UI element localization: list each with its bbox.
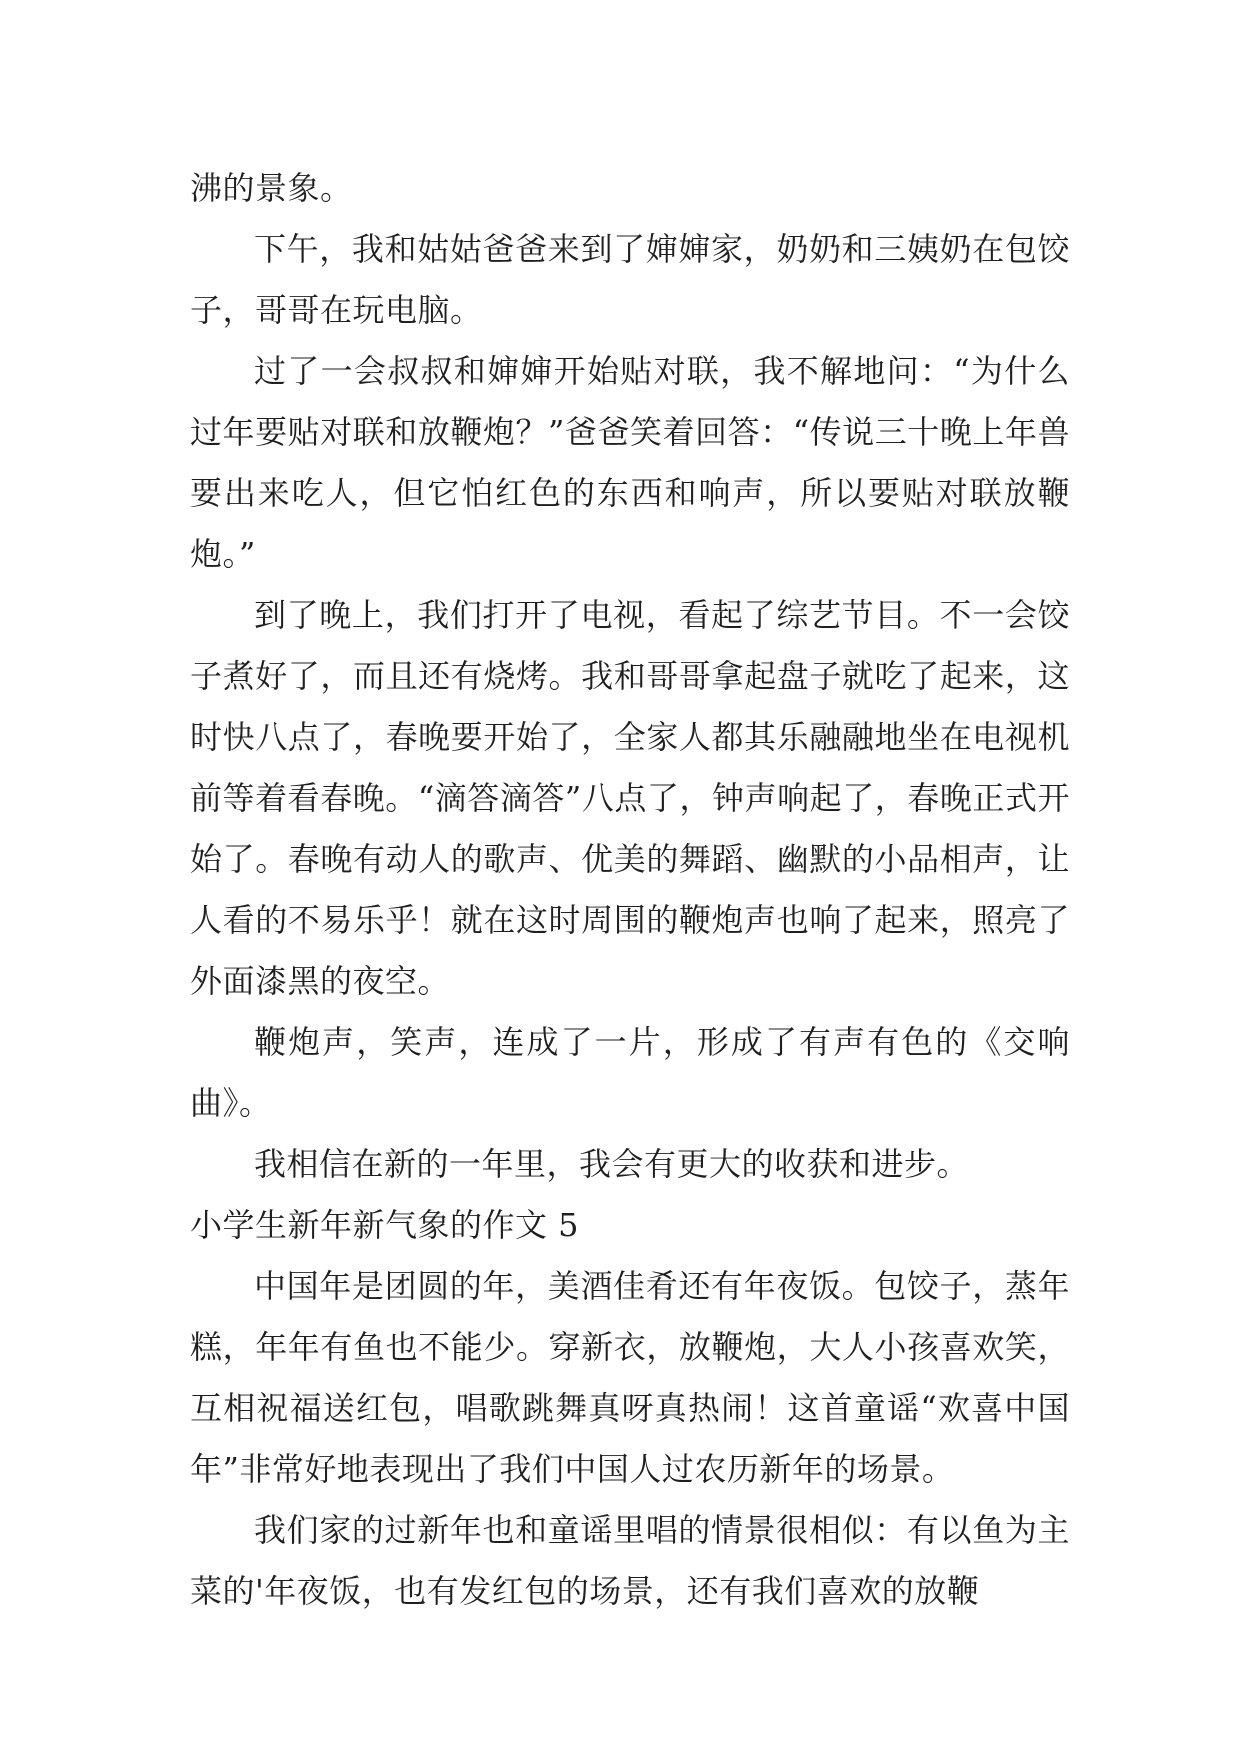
- paragraph: 下午，我和姑姑爸爸来到了婶婶家，奶奶和三姨奶在包饺子，哥哥在玩电脑。: [190, 230, 1070, 329]
- section-heading: 小学生新年新气象的作文 5: [190, 1206, 580, 1244]
- paragraph: 我相信在新的一年里，我会有更大的收获和进步。: [254, 1145, 970, 1183]
- essay-text: [190, 158, 1070, 1622]
- paragraph: 过了一会叔叔和婶婶开始贴对联，我不解地问：“为什么过年要贴对联和放鞭炮？”爸爸笑着回答：“传说三十晚上年兽要出来吃人，但它怕红色的东西和响声，所以要贴对联放鞭炮。”: [190, 352, 1070, 573]
- paragraph: 到了晚上，我们打开了电视，看起了综艺节目。不一会饺子煮好了，而且还有烧烤。我和哥哥拿起盘子就吃了起来，这时快八点了，春晚要开始了，全家人都其乐融融地坐在电视机前等着看春晚。“滴答滴答”八点了，钟声响起了，春晚正式开始了。春晚有动人的歌声、优美的舞蹈、幽默的小品相声，让人看的不易乐乎！就在这时周围的鞭炮声也响了起来，照亮了外面漆黑的夜空。: [190, 596, 1070, 1000]
- paragraph: 鞭炮声，笑声，连成了一片，形成了有声有色的《交响曲》。: [190, 1023, 1070, 1122]
- paragraph: 中国年是团圆的年，美酒佳肴还有年夜饭。包饺子，蒸年糕，年年有鱼也不能少。穿新衣，放鞭炮，大人小孩喜欢笑，互相祝福送红包，唱歌跳舞真呀真热闹！这首童谣“欢喜中国年”非常好地表现出了我们中国人过农历新年的场景。: [190, 1267, 1070, 1488]
- paragraph: 我们家的过新年也和童谣里唱的情景很相似：有以鱼为主菜的'年夜饭，也有发红包的场景，还有我们喜欢的放鞭: [190, 1511, 1070, 1610]
- paragraph: 沸的景象。: [190, 169, 353, 207]
